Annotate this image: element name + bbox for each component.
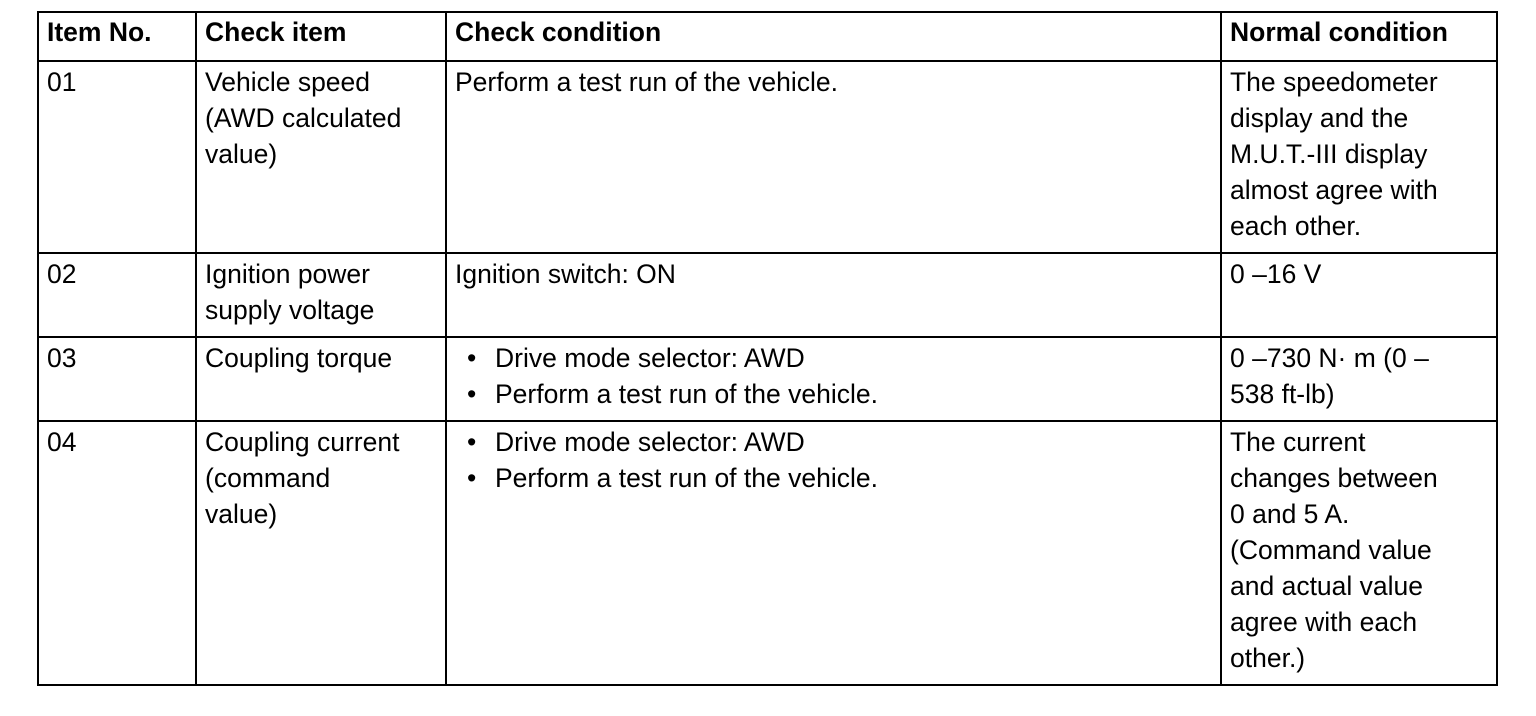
bullet-icon: • — [467, 343, 477, 373]
cell-item-no — [38, 61, 196, 253]
cell-item-no — [38, 421, 196, 685]
list-item — [465, 460, 1212, 496]
cell-normal-condition — [1221, 61, 1497, 253]
header-check-condition: Check condition — [446, 12, 1221, 61]
header-row — [38, 12, 1497, 61]
header-check-item: Check item — [196, 12, 446, 61]
cell-check-condition — [446, 61, 1221, 253]
cell-item-no — [38, 337, 196, 421]
table-row — [38, 61, 1497, 253]
cell-check-item — [196, 421, 446, 685]
normal-condition-text: 0 –16 V — [1230, 259, 1322, 289]
list-item — [465, 340, 1212, 376]
cell-check-item — [196, 61, 446, 253]
list-item — [465, 424, 1212, 460]
list-item-text: Drive mode selector: AWD — [495, 343, 805, 373]
header-item-no: Item No. — [38, 12, 196, 61]
table-row — [38, 421, 1497, 685]
item-no-text: 03 — [47, 343, 77, 373]
header-normal-condition: Normal condition — [1221, 12, 1497, 61]
normal-condition-text: The speedometer display and the M.U.T.-III display almost agree with each other. — [1230, 67, 1438, 241]
check-item-text: Coupling torque — [205, 343, 393, 373]
cell-check-condition — [446, 337, 1221, 421]
normal-condition-text: The current changes between 0 and 5 A. (Command value and actual value agree with each other.) — [1230, 427, 1438, 673]
check-item-text: Ignition power supply voltage — [205, 259, 375, 325]
cell-check-condition — [446, 421, 1221, 685]
cell-normal-condition — [1221, 253, 1497, 337]
cell-check-condition — [446, 253, 1221, 337]
item-no-text: 02 — [47, 259, 77, 289]
item-no-text: 04 — [47, 427, 77, 457]
check-item-text: Coupling current (command value) — [205, 427, 400, 529]
cell-normal-condition — [1221, 421, 1497, 685]
table-row — [38, 337, 1497, 421]
bullet-icon: • — [467, 463, 477, 493]
cell-check-item — [196, 253, 446, 337]
cell-item-no — [38, 253, 196, 337]
check-item-text: Vehicle speed (AWD calculated value) — [205, 67, 402, 169]
check-condition-text: Perform a test run of the vehicle. — [455, 67, 838, 97]
check-condition-list — [455, 424, 1212, 496]
table-row — [38, 253, 1497, 337]
cell-check-item — [196, 337, 446, 421]
check-condition-list — [455, 340, 1212, 412]
bullet-icon: • — [467, 427, 477, 457]
item-no-text: 01 — [47, 67, 77, 97]
list-item-text: Drive mode selector: AWD — [495, 427, 805, 457]
normal-condition-text: 0 –730 N· m (0 – 538 ft-lb) — [1230, 343, 1429, 409]
check-items-table — [37, 11, 1498, 686]
list-item-text: Perform a test run of the vehicle. — [495, 379, 878, 409]
cell-normal-condition — [1221, 337, 1497, 421]
list-item — [465, 376, 1212, 412]
list-item-text: Perform a test run of the vehicle. — [495, 463, 878, 493]
check-condition-text: Ignition switch: ON — [455, 259, 676, 289]
bullet-icon: • — [467, 379, 477, 409]
